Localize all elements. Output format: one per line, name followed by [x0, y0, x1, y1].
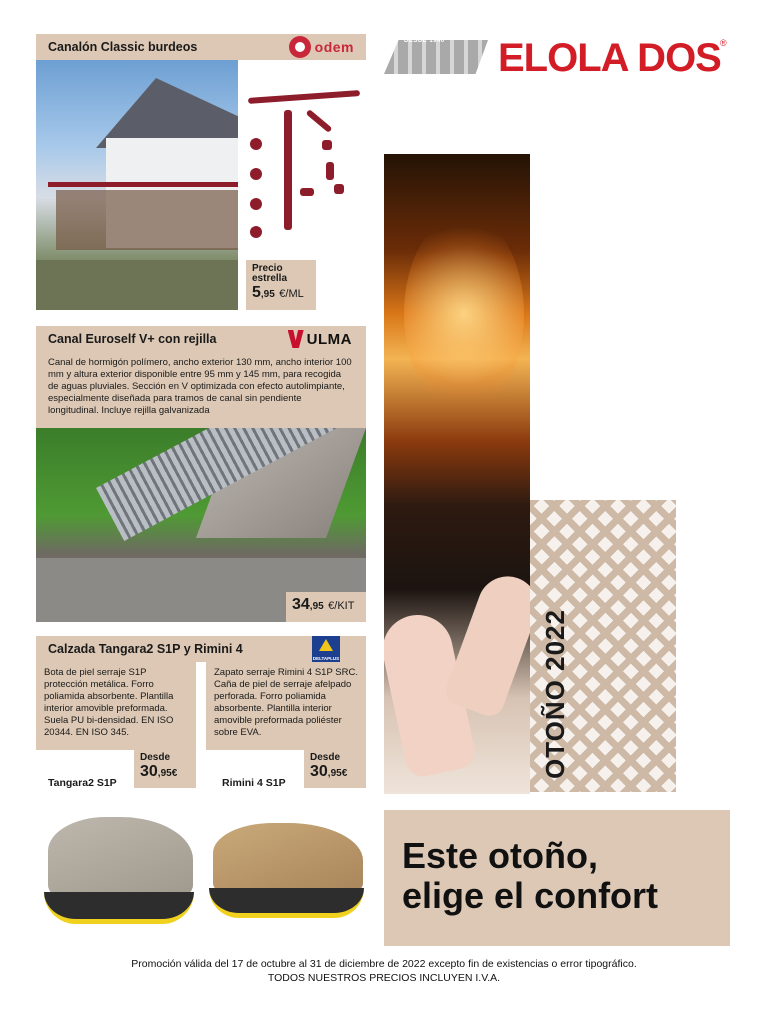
- section1-price-decimal: ,95: [260, 289, 275, 300]
- rimini-price-main: 30: [310, 763, 328, 780]
- footer-line2: TODOS NUESTROS PRECIOS INCLUYEN I.V.A.: [267, 972, 501, 984]
- house-gutter-photo: [36, 60, 238, 310]
- deltaplus-logo: [312, 636, 340, 662]
- ulma-logo-icon: [288, 330, 304, 348]
- brand-name: ELOLA DOS: [498, 36, 721, 80]
- rimini-desde-label: Desde: [310, 752, 341, 763]
- section3-title: Calzada Tangara2 S1P y Rimini 4: [48, 642, 243, 656]
- slogan-line2: elige el confort: [402, 875, 659, 916]
- section2-price-main: 34: [292, 596, 310, 613]
- rimini-name: Rimini 4 S1P: [222, 777, 286, 789]
- rimini-price-unit: €: [341, 768, 348, 779]
- section2-price-tag: [286, 592, 366, 622]
- tangara-price-tag: [134, 750, 196, 788]
- price-star-label-2: estrella: [252, 273, 288, 284]
- registered-mark: ®: [720, 38, 727, 48]
- section1-title: Canalón Classic burdeos: [48, 40, 198, 54]
- section2-price-unit: €/KIT: [328, 600, 355, 612]
- deltaplus-logo-text: DELTAPLUS: [312, 656, 340, 661]
- tangara-price-unit: €: [171, 768, 178, 779]
- section1-price-unit: €/ML: [279, 288, 304, 300]
- section1-price-main: 5: [252, 284, 261, 301]
- section2-header: [36, 326, 366, 352]
- fireplace-hands-photo: [384, 154, 530, 794]
- section2-price-decimal: ,95: [309, 601, 324, 612]
- rimini-price-tag: [304, 750, 366, 788]
- season-label: OTOÑO 2022: [540, 609, 570, 779]
- elola-dos-logo: [382, 34, 732, 86]
- odem-logo-text: odem: [314, 39, 354, 55]
- tangara-desde-label: Desde: [140, 752, 171, 763]
- tangara-name: Tangara2 S1P: [48, 777, 117, 789]
- tangara-price-decimal: ,95: [157, 768, 172, 779]
- roof-tiles-icon: [384, 40, 488, 74]
- tangara-description: Bota de piel serraje S1P protección metálica. Forro poliamida absorbente. Plantilla interior amovible preformada. Suela PU bi-densidad. EN ISO 20344. EN ISO 345.: [36, 662, 196, 750]
- section1-price-tag: [246, 260, 316, 310]
- section2-title: Canal Euroself V+ con rejilla: [48, 332, 217, 346]
- deltaplus-triangle-icon: [319, 639, 333, 651]
- slogan-line1: Este otoño,: [402, 835, 598, 876]
- tangara-boot-image: [40, 812, 195, 932]
- section1-header: [36, 34, 366, 60]
- section3-header: [36, 636, 366, 662]
- footer-line1: Promoción válida del 17 de octubre al 31 de diciembre de 2022 excepto fin de existencias o error tipográfico.: [131, 958, 637, 970]
- rimini-price-decimal: ,95: [327, 768, 342, 779]
- section2-description: Canal de hormigón polímero, ancho exterior 130 mm, ancho interior 100 mm y altura exterior disponible entre 95 mm y 145 mm, para recogida de aguas pluviales. Sección en V optimizada con efecto autolimpiante, especialmente diseñada para tramos de canal sin pendiente longitudinal. Incluye rejilla galvanizada: [36, 352, 366, 428]
- odem-logo: [289, 36, 354, 58]
- tangara-price-main: 30: [140, 763, 158, 780]
- ulma-logo: [288, 330, 352, 348]
- gutter-parts-image: [244, 88, 366, 248]
- odem-logo-icon: [289, 36, 311, 58]
- ulma-logo-text: ULMA: [306, 330, 352, 348]
- footer-legal: [0, 957, 768, 985]
- rimini-description: Zapato serraje Rimini 4 S1P SRC. Caña de piel de serraje afelpado perforada. Forro poliamida absorbente. Plantilla interior amovible preformada poliéster sobre EVA.: [206, 662, 366, 750]
- slogan-box: [384, 810, 730, 946]
- tiles-label: DESDE 1940: [404, 38, 445, 44]
- rimini-shoe-image: [205, 818, 365, 928]
- price-star-label-1: Precio: [252, 263, 283, 274]
